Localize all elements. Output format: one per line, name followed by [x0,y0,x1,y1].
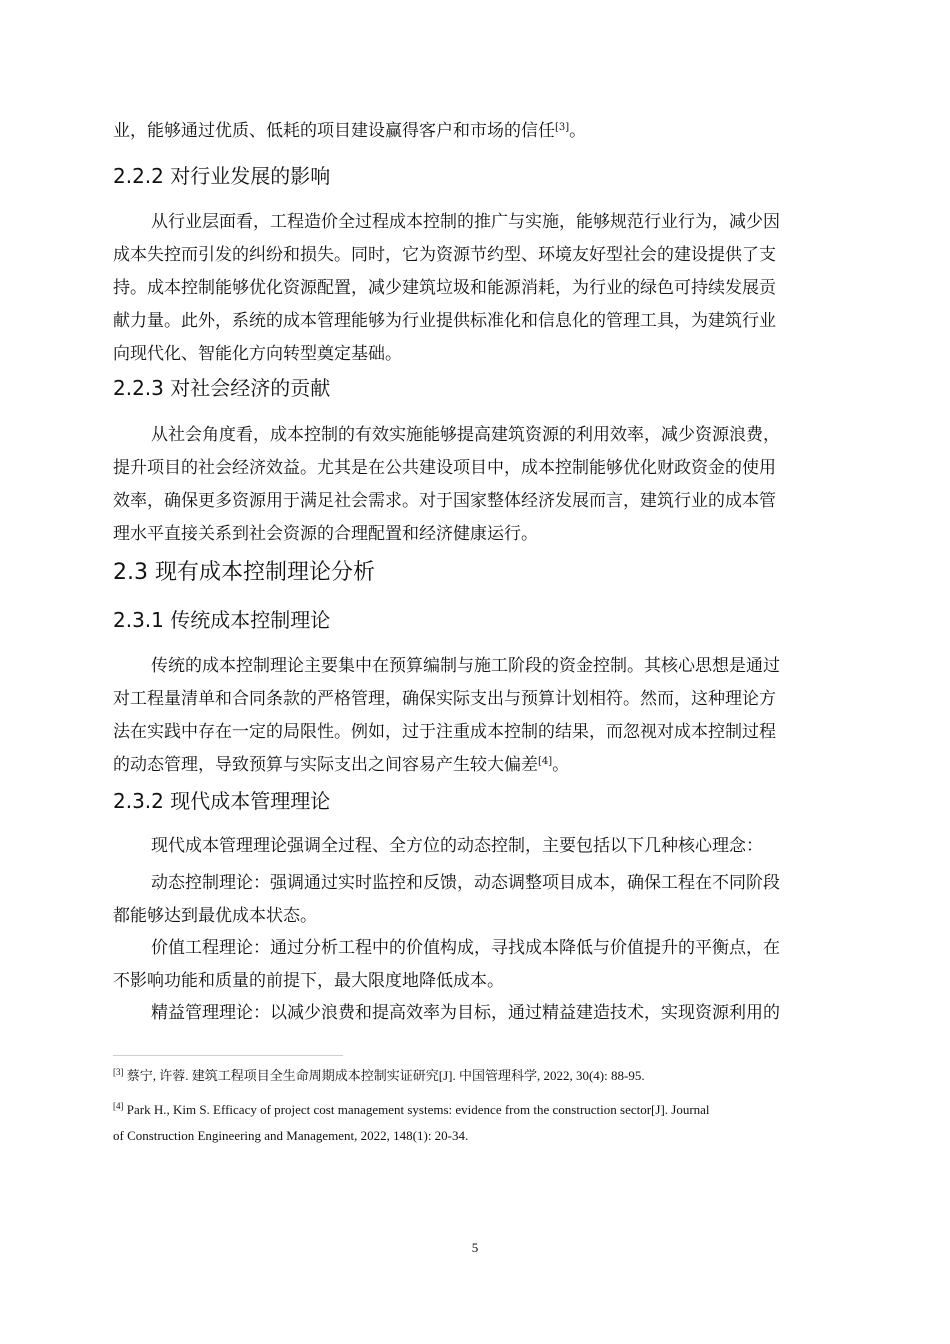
section-heading-2-3: 2.3 现有成本控制理论分析 [113,560,375,585]
paragraph-line: 从社会角度看，成本控制的有效实施能够提高建筑资源的利用效率，减少资源浪费， [151,425,780,445]
text-span: 。 [552,755,570,775]
page-number: 5 [471,1240,479,1255]
citation-ref: [3] [555,122,570,133]
footnote-separator [113,1055,343,1056]
text-span: 业，能够通过优质、低耗的项目建设赢得客户和市场的信任 [113,121,555,141]
paragraph-line: 动态控制理论：强调通过实时监控和反馈，动态调整项目成本，确保工程在不同阶段 [151,873,780,893]
footnote-text: Park H., Kim S. Efficacy of project cost management systems: evidence from the construction sector[J]. Journal [123,1102,710,1117]
section-heading-2-2-2: 2.2.2 对行业发展的影响 [113,164,331,188]
paragraph-line [113,754,569,776]
paragraph-line: 从行业层面看，工程造价全过程成本控制的推广与实施，能够规范行业行为，减少因 [151,212,780,232]
paragraph-line: 理水平直接关系到社会资源的合理配置和经济健康运行。 [113,524,538,544]
paragraph-line: 成本失控而引发的纠纷和损失。同时，它为资源节约型、环境友好型社会的建设提供了支 [113,245,776,265]
paragraph-line: 持。成本控制能够优化资源配置，减少建筑垃圾和能源消耗，为行业的绿色可持续发展贡 [113,278,776,298]
footnote-continuation: of Construction Engineering and Management, 2022, 148(1): 20-34. [113,1128,469,1143]
paragraph-line: 价值工程理论：通过分析工程中的价值构成，寻找成本降低与价值提升的平衡点，在 [151,938,780,958]
paragraph-line: 献力量。此外，系统的成本管理能够为行业提供标准化和信息化的管理工具，为建筑行业 [113,311,776,331]
paragraph-line: 传统的成本控制理论主要集中在预算编制与施工阶段的资金控制。其核心思想是通过 [151,656,780,676]
footnote [113,1101,710,1119]
paragraph-line: 不影响功能和质量的前提下，最大限度地降低成本。 [113,971,504,991]
paragraph-line [113,120,586,142]
paragraph-line: 对工程量清单和合同条款的严格管理，确保实际支出与预算计划相符。然而，这种理论方 [113,689,776,709]
section-heading-2-2-3: 2.2.3 对社会经济的贡献 [113,376,331,400]
text-span: 。 [569,121,587,141]
paragraph-line: 现代成本管理理论强调全过程、全方位的动态控制，主要包括以下几种核心理念： [151,836,763,856]
text-span: 的动态管理，导致预算与实际支出之间容易产生较大偏差 [113,755,538,775]
paragraph-line: 精益管理理论：以减少浪费和提高效率为目标，通过精益建造技术，实现资源利用的 [151,1003,780,1023]
footnote-marker: [4] [113,1101,124,1111]
citation-ref: [4] [538,756,553,767]
paragraph-line: 提升项目的社会经济效益。尤其是在公共建设项目中，成本控制能够优化财政资金的使用 [113,458,776,478]
section-heading-2-3-1: 2.3.1 传统成本控制理论 [113,608,331,632]
section-heading-2-3-2: 2.3.2 现代成本管理理论 [113,789,331,813]
paragraph-line: 都能够达到最优成本状态。 [113,906,317,926]
paragraph-line: 向现代化、智能化方向转型奠定基础。 [113,344,402,364]
footnote [113,1067,645,1085]
paragraph-line: 效率，确保更多资源用于满足社会需求。对于国家整体经济发展而言，建筑行业的成本管 [113,491,776,511]
footnote-marker: [3] [113,1067,124,1077]
footnote-text: 蔡宁, 许蓉. 建筑工程项目全生命周期成本控制实证研究[J]. 中国管理科学, 2022, 30(4): 88-95. [123,1068,645,1083]
paragraph-line: 法在实践中存在一定的局限性。例如，过于注重成本控制的结果，而忽视对成本控制过程 [113,722,776,742]
